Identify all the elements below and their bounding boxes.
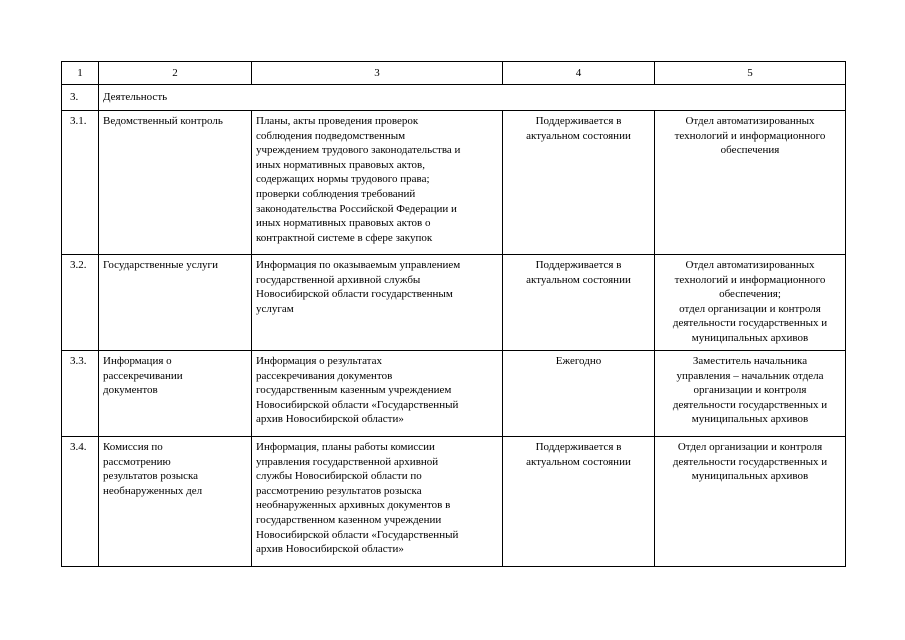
row-responsible: Отдел автоматизированных технологий и информационного обеспечения xyxy=(655,111,846,255)
row-content: Информация о результатах рассекречивания документов государственным казенным учреждением Новосибирской области «Государственный архив Новосибирской области» xyxy=(252,351,503,437)
row-period: Ежегодно xyxy=(503,351,655,437)
row-name: Ведомственный контроль xyxy=(99,111,252,255)
row-name: Государственные услуги xyxy=(99,255,252,351)
header-cell-1: 1 xyxy=(62,62,99,85)
row-responsible: Заместитель начальника управления – начальник отдела организации и контроля деятельности государственных и муниципальных архивов xyxy=(655,351,846,437)
row-number: 3.1. xyxy=(62,111,99,255)
section-row xyxy=(62,85,846,111)
row-name: Информация о рассекречивании документов xyxy=(99,351,252,437)
section-number: 3. xyxy=(62,85,99,111)
row-number: 3.4. xyxy=(62,437,99,567)
section-title: Деятельность xyxy=(99,85,846,111)
row-name: Комиссия по рассмотрению результатов розыска необнаруженных дел xyxy=(99,437,252,567)
row-number: 3.3. xyxy=(62,351,99,437)
table-row xyxy=(62,351,846,437)
row-period: Поддерживается в актуальном состоянии xyxy=(503,111,655,255)
row-content: Информация, планы работы комиссии управления государственной архивной службы Новосибирской области по рассмотрению результатов розыска необнаруженных архивных документов в государственном казенном учреждении Новосибирской области «Государственный архив Новосибирской области» xyxy=(252,437,503,567)
header-cell-3: 3 xyxy=(252,62,503,85)
header-cell-4: 4 xyxy=(503,62,655,85)
row-responsible: Отдел автоматизированных технологий и информационного обеспечения; отдел организации и контроля деятельности государственных и муниципальных архивов xyxy=(655,255,846,351)
table-row xyxy=(62,111,846,255)
header-cell-5: 5 xyxy=(655,62,846,85)
header-cell-2: 2 xyxy=(99,62,252,85)
row-period: Поддерживается в актуальном состоянии xyxy=(503,437,655,567)
row-content: Информация по оказываемым управлением государственной архивной службы Новосибирской области государственным услугам xyxy=(252,255,503,351)
row-responsible: Отдел организации и контроля деятельности государственных и муниципальных архивов xyxy=(655,437,846,567)
document-table xyxy=(61,61,846,567)
row-number: 3.2. xyxy=(62,255,99,351)
row-period: Поддерживается в актуальном состоянии xyxy=(503,255,655,351)
table-row xyxy=(62,437,846,567)
table-row xyxy=(62,255,846,351)
row-content: Планы, акты проведения проверок соблюдения подведомственным учреждением трудового законодательства и иных нормативных правовых актов, содержащих нормы трудового права; проверки соблюдения требований законодательства Российской Федерации и иных нормативных правовых актов о контрактной системе в сфере закупок xyxy=(252,111,503,255)
header-row xyxy=(62,62,846,85)
